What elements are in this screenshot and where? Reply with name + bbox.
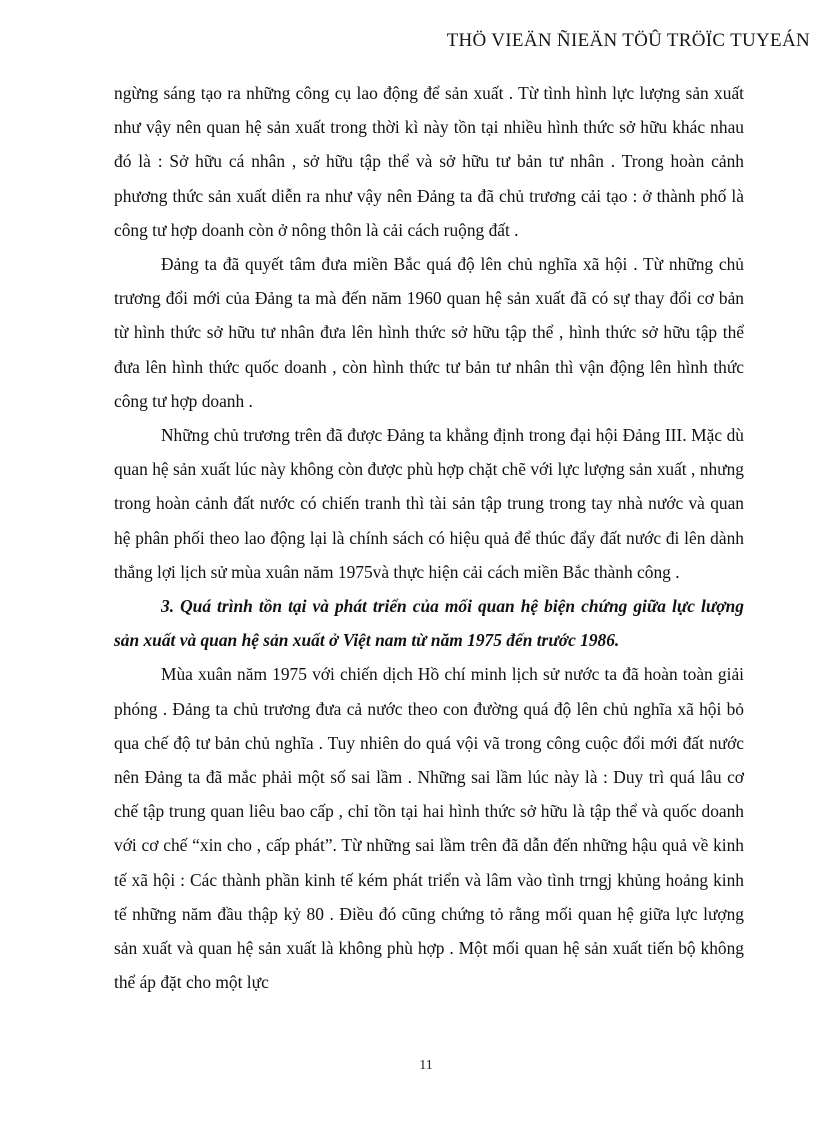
- paragraph-party-congress: Những chủ trương trên đã được Đảng ta khẳng định trong đại hội Đảng III. Mặc dù quan hệ sản xuất lúc này không còn được phù hợp chặt chẽ với lực lượng sản xuất , nhưng trong hoàn cảnh đất nước có chiến tranh thì tài sản tập trung trong tay nhà nước và quan hệ phân phối theo lao động lại là chính sách có hiệu quả để thúc đẩy đất nước đi lên dành thắng lợi lịch sử mùa xuân năm 1975và thực hiện cải cách miền Bắc thành công .: [114, 425, 744, 582]
- page-number: 11: [419, 1058, 433, 1073]
- section-heading: 3. Quá trình tồn tại và phát triển của mối quan hệ biện chứng giữa lực lượng sản xuất và quan hệ sản xuất ở Việt nam từ năm 1975 đến trước 1986.: [114, 596, 744, 651]
- document-body: [114, 76, 744, 999]
- paragraph-continuation: ngừng sáng tạo ra những công cụ lao động để sản xuất . Từ tình hình lực lượng sản xuất như vậy nên quan hệ sản xuất trong thời kì này tồn tại nhiều hình thức sở hữu khác nhau đó là : Sở hữu cá nhân , sở hữu tập thể và sở hữu tư bản tư nhân . Trong hoàn cảnh phương thức sản xuất diễn ra như vậy nên Đảng ta đã chủ trương cải tạo : ở thành phố là công tư hợp doanh còn ở nông thôn là cải cách ruộng đất .: [114, 83, 744, 240]
- paragraph-1975-period: Mùa xuân năm 1975 với chiến dịch Hồ chí minh lịch sử nước ta đã hoàn toàn giải phóng . Đảng ta chủ trương đưa cả nước theo con đường quá độ lên chủ nghĩa xã hội bỏ qua chế độ tư bản chủ nghĩa . Tuy nhiên do quá vội vã trong công cuộc đổi mới đất nước nên Đảng ta đã mắc phải một số sai lầm . Những sai lầm lúc này là : Duy trì quá lâu cơ chế tập trung quan liêu bao cấp , chỉ tồn tại hai hình thức sở hữu là tập thể và quốc doanh với cơ chế “xin cho , cấp phát”. Từ những sai lầm trên đã dẫn đến những hậu quả về kinh tế xã hội : Các thành phần kinh tế kém phát triển và lâm vào tình trngj khủng hoảng kinh tế những năm đầu thập kỷ 80 . Điều đó cũng chứng tỏ rằng mối quan hệ giữa lực lượng sản xuất và quan hệ sản xuất là không phù hợp . Một mối quan hệ sản xuất tiến bộ không thể áp đặt cho một lực: [114, 664, 744, 993]
- paragraph-north-transition: Đảng ta đã quyết tâm đưa miền Bắc quá độ lên chủ nghĩa xã hội . Từ những chủ trương đổi mới của Đảng ta mà đến năm 1960 quan hệ sản xuất đã có sự thay đổi cơ bản từ hình thức sở hữu tư nhân đưa lên hình thức sở hữu tập thể , hình thức sở hữu tập thể đưa lên hình thức quốc doanh , còn hình thức tư bản tư nhân thì vận động lên hình thức công tư hợp doanh .: [114, 254, 744, 411]
- page-header-title: THÖ VIEÄN ÑIEÄN TÖÛ TRÖÏC TUYEÁN: [446, 30, 810, 51]
